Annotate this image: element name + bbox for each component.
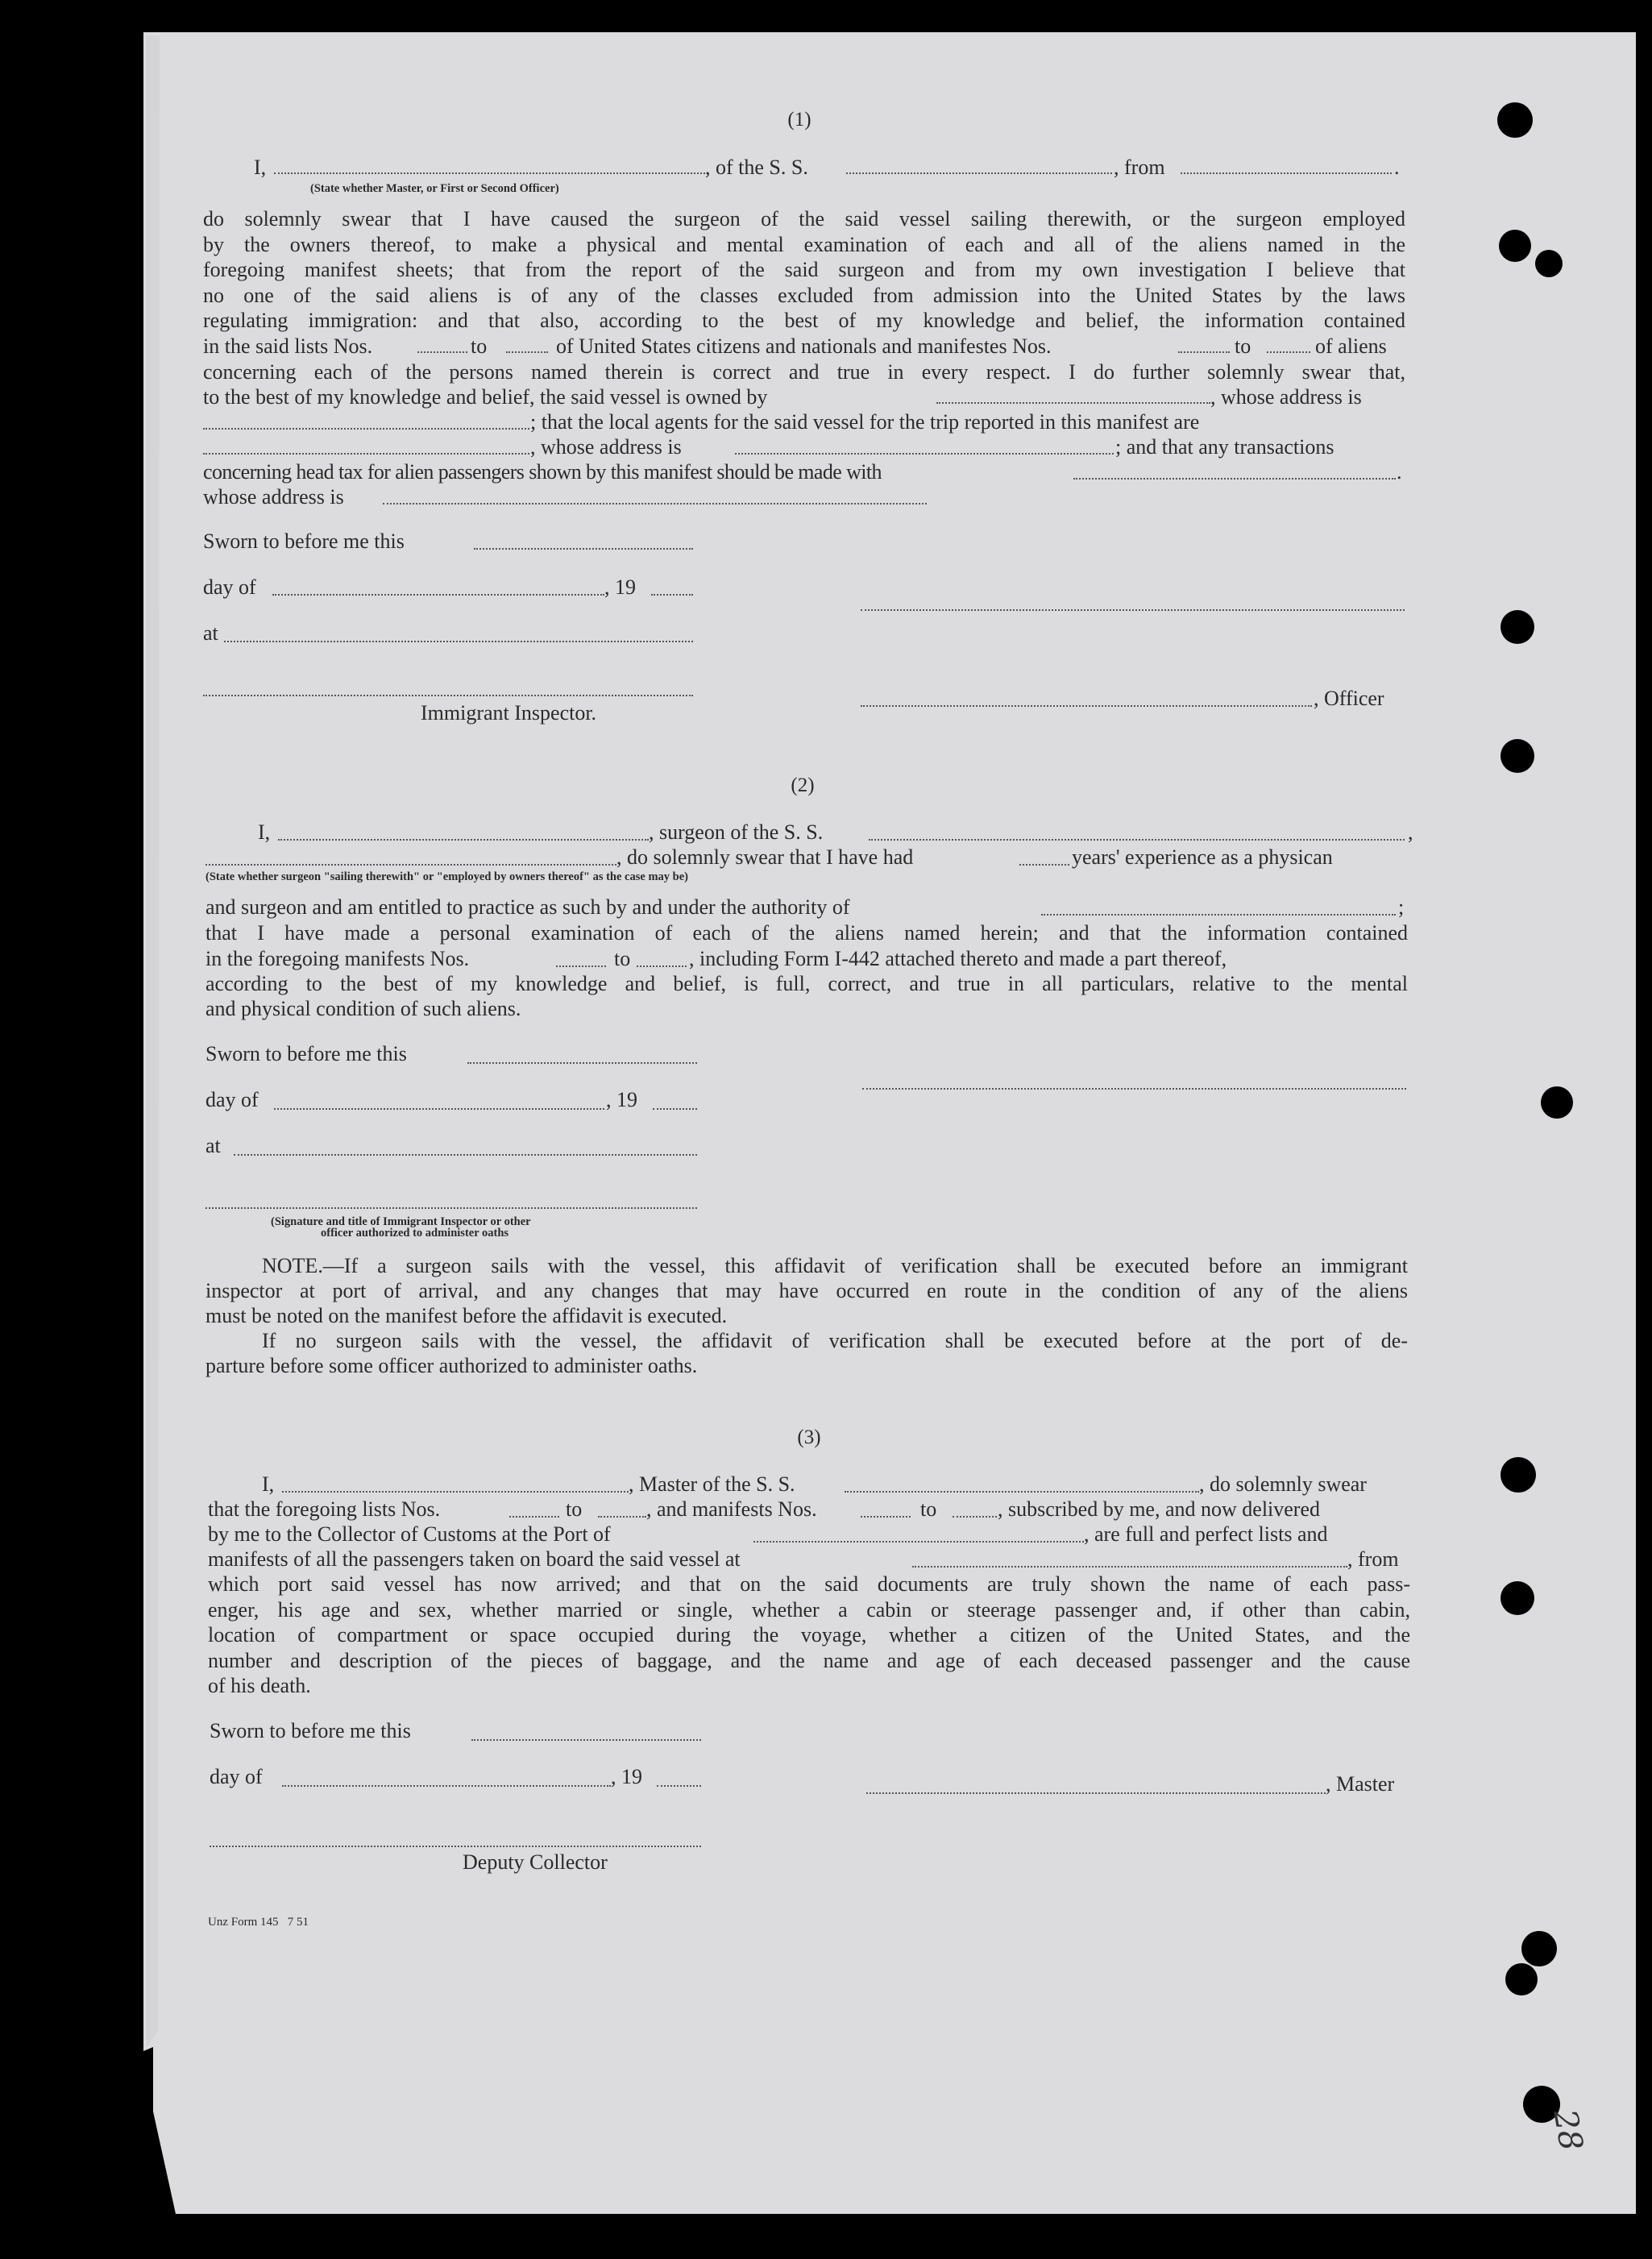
years-experience-label: years' experience as a physican	[1072, 845, 1333, 869]
officer-line-label: I,	[254, 156, 267, 179]
day-of-label: day of	[210, 1765, 263, 1788]
master-signature-line[interactable]	[866, 1792, 1326, 1794]
surgeon-of-label: , surgeon of the S. S.	[649, 820, 824, 844]
at-label: at	[203, 621, 218, 645]
surgeon-status-field[interactable]	[205, 864, 616, 866]
note-line: NOTE.—If a surgeon sails with the vessel, this affidavit of verification shall be executed before an immigrant	[262, 1254, 1408, 1277]
manifests-label: , and manifests Nos.	[646, 1497, 817, 1521]
section3-paragraph	[208, 1572, 1410, 1699]
officer-instruction-note: (State whether Master, or First or Second Officer)	[310, 182, 559, 195]
period: .	[1397, 460, 1402, 484]
manifests-from-field[interactable]	[861, 1516, 911, 1518]
to-label: to	[471, 334, 488, 358]
surgeon-vessel-field[interactable]	[869, 839, 1405, 841]
section-number: (2)	[791, 774, 815, 796]
form-i442-label: , including Form I-442 attached thereto and made a part thereof,	[689, 947, 1227, 970]
head-tax-label: concerning head tax for alien passengers shown by this manifest should be made with	[203, 460, 882, 484]
section-number: (3)	[797, 1426, 821, 1448]
years-experience-field[interactable]	[1019, 864, 1069, 866]
perfect-lists-label: , are full and perfect lists and	[1084, 1522, 1328, 1546]
officer-signature-line[interactable]	[861, 609, 1405, 611]
paragraph-line: no one of the said aliens is of any of the classes excluded from admission into the United States by the laws	[203, 283, 1405, 307]
to-label: to	[566, 1497, 583, 1521]
collector-label: by me to the Collector of Customs at the Port of	[208, 1522, 611, 1546]
owner-address-label: , whose address is	[1210, 385, 1362, 409]
note-line: If no surgeon sails with the vessel, the affidavit of verification shall be executed before at the port of de-	[262, 1329, 1408, 1352]
deputy-label: Deputy Collector	[463, 1850, 608, 1874]
at-place-field[interactable]	[224, 641, 693, 642]
paragraph-line: enger, his age and sex, whether married or single, whether a cabin or steerage passenger and, if other than cabin,	[208, 1597, 1410, 1622]
day-of-label: day of	[203, 575, 256, 599]
lists-to-field[interactable]	[598, 1516, 646, 1518]
sworn-date-field[interactable]	[467, 1062, 697, 1064]
month-field[interactable]	[274, 1108, 604, 1110]
signature-note: (Signature and title of Immigrant Inspector or other	[271, 1215, 531, 1228]
semicolon: ;	[1398, 895, 1405, 919]
master-vessel-field[interactable]	[845, 1491, 1199, 1493]
paragraph-line: by the owners thereof, to make a physical and mental examination of each and all of the aliens named in the	[203, 232, 1405, 256]
boarding-port-field[interactable]	[912, 1566, 1347, 1568]
master-label: , Master	[1326, 1772, 1395, 1796]
whose-address-label: whose address is	[203, 485, 344, 509]
surgeon-instruction-note: (State whether surgeon "sailing therewith" or "employed by owners thereof" as the case may be)	[205, 870, 688, 883]
day-of-label: day of	[205, 1088, 259, 1111]
year-label: , 19	[606, 1088, 637, 1111]
paragraph-line: do solemnly swear that I have caused the surgeon of the said vessel sailing therewith, or the surgeon employed	[203, 207, 1405, 230]
handwritten-mark: 28	[1546, 2106, 1590, 2154]
paragraph-line: that I have made a personal examination of each of the aliens named herein; and that the information contained	[205, 921, 1408, 945]
to-label: to	[614, 947, 631, 970]
manifests-to-field[interactable]	[953, 1516, 997, 1518]
from-label: , from	[1114, 156, 1165, 179]
citizens-label: of United States citizens and nationals and manifestes Nos.	[556, 334, 1052, 358]
owner-field[interactable]	[936, 402, 1210, 404]
inspector-signature-line[interactable]	[205, 1207, 697, 1209]
swear-label: , do solemnly swear that I have had	[616, 845, 914, 869]
lists-from-field[interactable]	[509, 1516, 559, 1518]
month-field[interactable]	[282, 1785, 611, 1787]
paragraph-line: location of compartment or space occupied during the voyage, whether a citizen of the United States, and the	[208, 1623, 1410, 1646]
master-line-label: I,	[262, 1472, 275, 1496]
surgeon-signature-line[interactable]	[862, 1088, 1406, 1090]
authority-field[interactable]	[1041, 914, 1396, 916]
owner-address-field[interactable]	[203, 428, 529, 430]
paragraph-line: foregoing manifest sheets; that from the report of the said surgeon and from my own investigation I believe that	[203, 258, 1405, 281]
paragraph-line: of his death.	[208, 1674, 311, 1697]
sworn-date-field[interactable]	[474, 548, 693, 550]
year-field[interactable]	[657, 1785, 701, 1787]
from-label: , from	[1347, 1547, 1399, 1571]
aliens-label: of aliens	[1315, 334, 1387, 358]
manifests-to-field[interactable]	[637, 965, 687, 967]
inspector-label: Immigrant Inspector.	[421, 701, 597, 725]
month-field[interactable]	[272, 594, 604, 596]
transactions-label: ; and that any transactions	[1115, 435, 1334, 459]
lists-label: that the foregoing lists Nos.	[208, 1497, 441, 1521]
paragraph-line: number and description of the pieces of baggage, and the name and age of each deceased passenger and the cause	[208, 1648, 1410, 1672]
paragraph-line: concerning each of the persons named therein is correct and true in every respect. I do further solemnly swear that,	[203, 360, 1405, 384]
paragraph-line: which port said vessel has now arrived; and that on the said documents are truly shown the name of each pass-	[208, 1572, 1410, 1596]
inspector-signature-line[interactable]	[203, 695, 693, 696]
deputy-signature-line[interactable]	[210, 1846, 701, 1847]
paragraph-line: according to the best of my knowledge and belief, is full, correct, and true in all particulars, relative to the mental	[205, 972, 1408, 995]
from-port-field[interactable]	[1181, 172, 1392, 174]
period: .	[1394, 156, 1400, 179]
port-field[interactable]	[753, 1541, 1084, 1543]
manifests-from-field[interactable]	[1178, 351, 1230, 353]
agents-address-field[interactable]	[735, 453, 1114, 455]
agents-label: ; that the local agents for the said vessel for the trip reported in this manifest are	[530, 410, 1200, 434]
year-field[interactable]	[653, 1108, 697, 1110]
vessel-label: , of the S. S.	[705, 156, 808, 179]
year-label: , 19	[604, 575, 636, 599]
form-number: Unz Form 145 7 51	[208, 1916, 309, 1929]
delivered-label: , subscribed by me, and now delivered	[998, 1497, 1321, 1521]
sworn-label: Sworn to before me this	[210, 1719, 411, 1742]
manifests-label: in the foregoing manifests Nos.	[205, 947, 470, 970]
agents-address-label: , whose address is	[530, 435, 682, 459]
agents-field[interactable]	[203, 453, 529, 455]
surgeon-line-label: I,	[258, 820, 271, 844]
manifests-to-field[interactable]	[1267, 351, 1310, 353]
head-tax-address-field[interactable]	[383, 503, 927, 505]
year-label: , 19	[611, 1765, 642, 1788]
section1-paragraph	[203, 206, 1405, 334]
lists-to-field[interactable]	[506, 351, 548, 353]
master-name-field[interactable]	[282, 1491, 629, 1493]
vessel-name-field[interactable]	[846, 172, 1112, 174]
officer-label: , Officer	[1314, 687, 1384, 710]
authority-label: and surgeon and am entitled to practice as such by and under the authority of	[205, 895, 850, 919]
section-number: (1)	[787, 109, 811, 131]
paragraph-line: regulating immigration: and that also, according to the best of my knowledge and belief, the information contained	[203, 309, 1405, 332]
master-of-label: , Master of the S. S.	[629, 1472, 795, 1496]
lists-label: in the said lists Nos.	[203, 334, 373, 358]
at-label: at	[205, 1134, 221, 1157]
officer-name-field[interactable]	[274, 172, 705, 174]
to-label: to	[920, 1497, 937, 1521]
lists-from-field[interactable]	[417, 351, 467, 353]
owner-label: to the best of my knowledge and belief, the said vessel is owned by	[203, 385, 768, 409]
at-place-field[interactable]	[234, 1154, 697, 1156]
surgeon-name-field[interactable]	[278, 839, 649, 841]
year-field[interactable]	[651, 594, 693, 596]
note-line: parture before some officer authorized to administer oaths.	[205, 1354, 698, 1377]
swear-label: , do solemnly swear	[1199, 1472, 1367, 1496]
sworn-label: Sworn to before me this	[205, 1042, 407, 1065]
note-line: inspector at port of arrival, and any changes that may have occurred en route in the condition of any of the aliens	[205, 1279, 1408, 1302]
to-label: to	[1235, 334, 1251, 358]
head-tax-field[interactable]	[1073, 478, 1396, 480]
comma: ,	[1408, 820, 1413, 844]
sworn-label: Sworn to before me this	[203, 529, 405, 553]
paragraph-line: and physical condition of such aliens.	[205, 997, 521, 1020]
manifests-from-field[interactable]	[556, 965, 606, 967]
signature-note: officer authorized to administer oaths	[321, 1227, 509, 1240]
officer-title-line[interactable]	[861, 705, 1312, 707]
sworn-date-field[interactable]	[471, 1739, 701, 1741]
passengers-label: manifests of all the passengers taken on board the said vessel at	[208, 1547, 741, 1571]
note-line: must be noted on the manifest before the affidavit is executed.	[205, 1304, 728, 1327]
